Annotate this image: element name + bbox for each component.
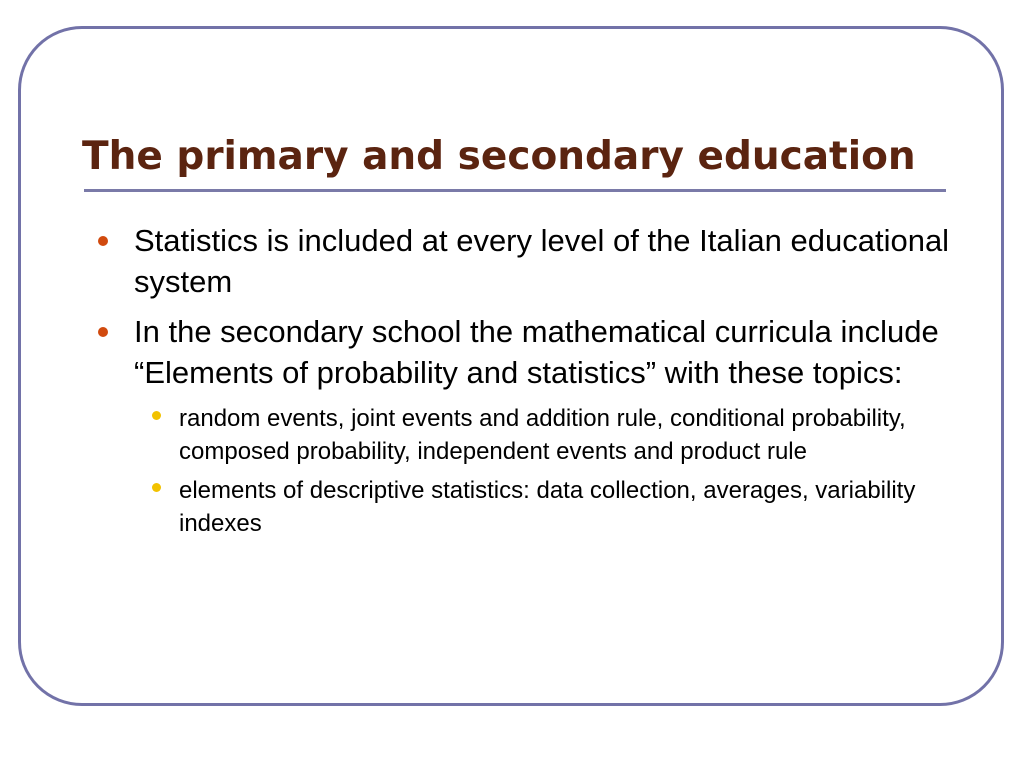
bullet-list — [86, 220, 966, 546]
bullet-dot-icon — [98, 236, 108, 246]
sub-bullet-text: random events, joint events and addition rule, conditional probability, composed probability, independent events and product rule — [179, 405, 906, 465]
sub-bullet-dot-icon — [152, 483, 161, 492]
title-underline — [84, 189, 946, 192]
sub-bullet-item-probability — [134, 402, 966, 468]
bullet-dot-icon — [98, 327, 108, 337]
bullet-item-statistics-level — [86, 220, 966, 302]
bullet-item-secondary-school — [86, 311, 966, 393]
sub-bullet-text: elements of descriptive statistics: data collection, averages, variability indexes — [179, 477, 916, 537]
sub-bullet-item-descriptive-statistics — [134, 474, 966, 540]
bullet-text: Statistics is included at every level of the Italian educational system — [134, 223, 950, 299]
bullet-text: In the secondary school the mathematical curricula include “Elements of probability and statistics” with these topics: — [134, 314, 939, 390]
slide-title: The primary and secondary education — [82, 134, 916, 179]
sub-bullet-list — [134, 402, 966, 540]
sub-bullet-dot-icon — [152, 411, 161, 420]
